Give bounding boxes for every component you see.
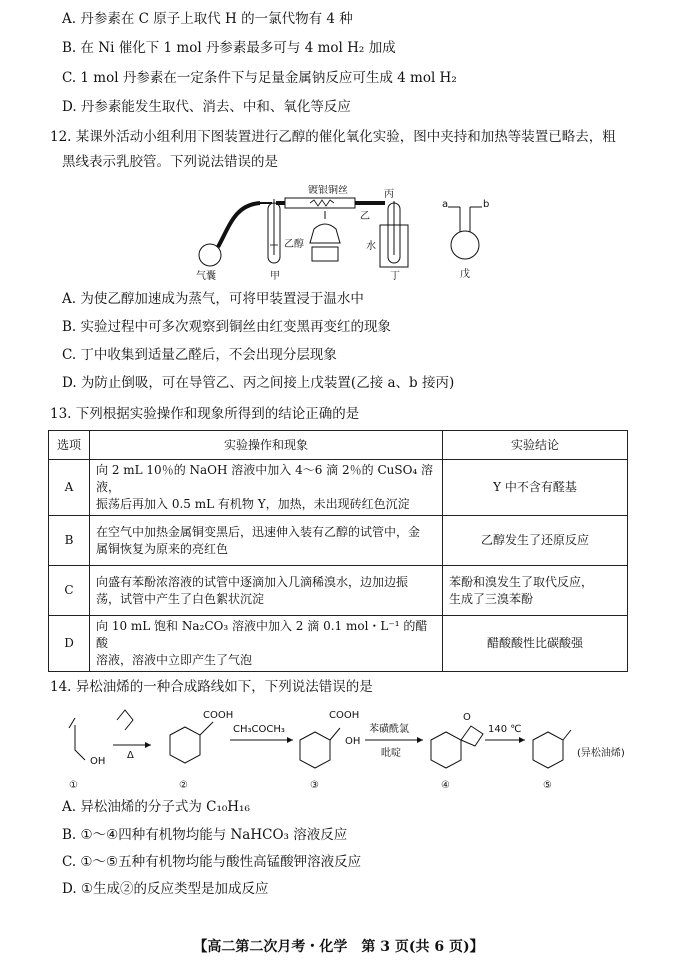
- table-row: [49, 616, 628, 672]
- q12-stem-line2: 黑线表示乳胶管。下列说法错误的是: [62, 154, 278, 170]
- label-ethanol: 乙醇: [284, 239, 304, 250]
- label-bing: 丙: [384, 189, 394, 200]
- ring-5: [533, 732, 563, 768]
- label-jia: 甲: [270, 271, 280, 282]
- compound-number-2: ②: [179, 780, 188, 791]
- ring-3: [300, 732, 330, 768]
- operation-line: 向 10 mL 饱和 Na₂CO₃ 溶液中加入 2 滴 0.1 mol・L⁻¹ 的醋酸: [96, 619, 428, 650]
- label-a: a: [442, 199, 449, 210]
- conclusion-line: 生成了三溴苯酚: [449, 591, 534, 606]
- isoterpinolene-name: (异松油烯): [577, 748, 625, 759]
- flask-wu: [451, 231, 479, 259]
- table-header-conclusion: 实验结论: [443, 431, 628, 460]
- label-yi: 乙: [360, 211, 370, 222]
- row-conclusion: Y 中不含有醛基: [443, 460, 628, 516]
- ring-4: [431, 732, 461, 768]
- alcohol-lamp: [310, 224, 340, 243]
- compound-number-4: ④: [441, 780, 450, 791]
- reagent-3: 140 ℃: [488, 724, 522, 735]
- table-row: [49, 566, 628, 616]
- operation-line: 溶液，溶液中立即产生了气泡: [96, 653, 253, 667]
- o-label-4: O: [463, 712, 471, 723]
- label-water: 水: [366, 241, 376, 252]
- compound-number-3: ③: [310, 780, 319, 791]
- oh-label-1: OH: [90, 756, 106, 767]
- table-header-operation: 实验操作和现象: [90, 431, 443, 460]
- delta-label: Δ: [127, 750, 134, 761]
- ring-2: [170, 727, 200, 763]
- cooh-label-2: COOH: [203, 710, 234, 721]
- operation-line: 在空气中加热金属铜变黑后，迅速伸入装有乙醇的试管中，金: [96, 524, 421, 539]
- apparatus-diagram: [190, 185, 520, 285]
- label-air-bag: 气囊: [196, 271, 216, 282]
- option-prev-b: B. 在 Ni 催化下 1 mol 丹参素最多可与 4 mol H₂ 加成: [62, 40, 396, 56]
- q14-option-b: B. ①～④四种有机物均能与 NaHCO₃ 溶液反应: [62, 827, 348, 843]
- label-b: b: [483, 199, 490, 210]
- page-footer: 【高二第二次月考・化学 第 3 页(共 6 页)】: [193, 939, 484, 955]
- operation-line: 振荡后再加入 0.5 mL 有机物 Y，加热，未出现砖红色沉淀: [96, 497, 410, 511]
- q14-stem: 14. 异松油烯的一种合成路线如下，下列说法错误的是: [50, 679, 373, 695]
- row-conclusion: 醋酸酸性比碳酸强: [443, 616, 628, 672]
- copper-wire: [310, 200, 334, 206]
- row-operation: [90, 516, 443, 566]
- row-option: C: [49, 566, 90, 616]
- compound-number-5: ⑤: [543, 780, 552, 791]
- operation-line: 荡，试管中产生了白色絮状沉淀: [96, 591, 265, 606]
- q14-option-a: A. 异松油烯的分子式为 C₁₀H₁₆: [62, 799, 250, 815]
- q14-option-c: C. ①～⑤五种有机物均能与酸性高锰酸钾溶液反应: [62, 854, 362, 870]
- label-ding: 丁: [390, 271, 400, 282]
- operation-line: 向 2 mL 10％的 NaOH 溶液中加入 4～6 滴 2％的 CuSO₄ 溶液，: [96, 463, 434, 494]
- q12-option-d: D. 为防止倒吸，可在导管乙、丙之间接上戊装置(乙接 a、b 接丙): [62, 375, 455, 391]
- option-prev-a: A. 丹参素在 C 原子上取代 H 的一氯代物有 4 种: [62, 11, 353, 27]
- row-operation: [90, 566, 443, 616]
- row-option: B: [49, 516, 90, 566]
- option-prev-d: D. 丹参素能发生取代、消去、中和、氧化等反应: [62, 99, 351, 115]
- q12-option-c: C. 丁中收集到适量乙醛后，不会出现分层现象: [62, 347, 337, 363]
- reagent-1: CH₃COCH₃: [233, 724, 285, 735]
- oh-label-3: OH: [345, 736, 361, 747]
- q13-stem: 13. 下列根据实验操作和现象所得到的结论正确的是: [50, 406, 360, 422]
- row-conclusion: [443, 566, 628, 616]
- row-operation: [90, 616, 443, 672]
- row-operation: [90, 460, 443, 516]
- q14-option-d: D. ①生成②的反应类型是加成反应: [62, 881, 269, 897]
- q12-stem-line1: 12. 某课外活动小组利用下图装置进行乙醇的催化氧化实验，图中夹持和加热等装置已略去，粗: [50, 129, 616, 145]
- compound-number-1: ①: [69, 780, 78, 791]
- conclusion-line: 苯酚和溴发生了取代反应，: [449, 574, 594, 589]
- experiment-table: [48, 430, 628, 672]
- reagent-2a: 苯磺酰氯: [369, 724, 409, 735]
- cooh-label-3: COOH: [329, 710, 360, 721]
- option-prev-c: C. 1 mol 丹参素在一定条件下与足量金属钠反应可生成 4 mol H₂: [62, 70, 457, 86]
- air-bag-shape: [199, 244, 221, 266]
- q12-option-b: B. 实验过程中可多次观察到铜丝由红变黑再变红的现象: [62, 319, 392, 335]
- q12-option-a: A. 为使乙醇加速成为蒸气，可将甲装置浸于温水中: [62, 291, 364, 307]
- operation-line: 属铜恢复为原来的亮红色: [96, 541, 229, 556]
- label-copper-wire: 镀银铜丝: [308, 185, 348, 196]
- row-option: A: [49, 460, 90, 516]
- synthesis-scheme: [55, 700, 635, 795]
- table-row: [49, 460, 628, 516]
- label-wu: 戊: [460, 269, 470, 280]
- row-option: D: [49, 616, 90, 672]
- table-header-option: 选项: [49, 431, 90, 460]
- row-conclusion: 乙醇发生了还原反应: [443, 516, 628, 566]
- table-row: [49, 516, 628, 566]
- rubber-tube-1: [218, 203, 260, 247]
- reagent-2b: 吡啶: [381, 748, 401, 759]
- operation-line: 向盛有苯酚浓溶液的试管中逐滴加入几滴稀溴水，边加边振: [96, 574, 409, 589]
- lamp-stand: [312, 247, 338, 261]
